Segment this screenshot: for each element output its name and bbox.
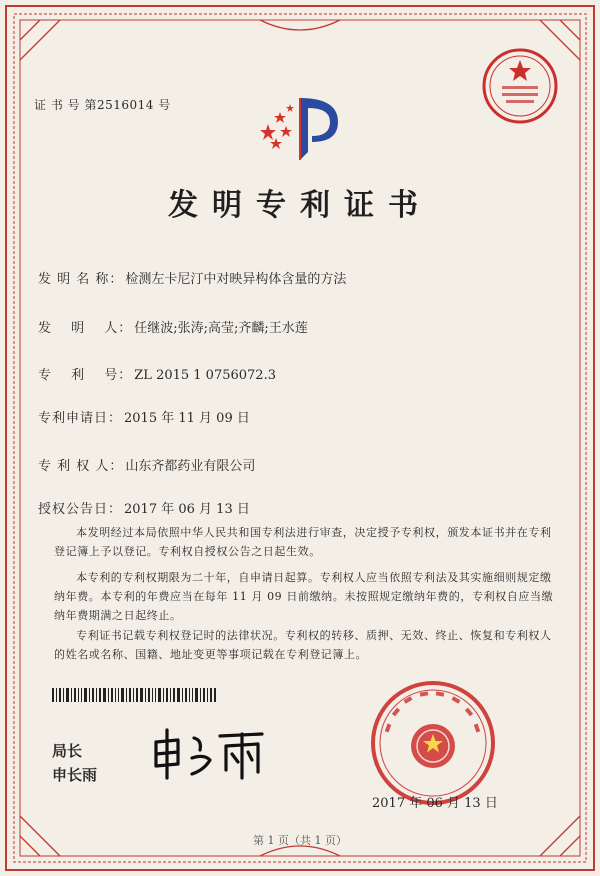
invention-name-value: 检测左卡尼汀中对映异构体含量的方法 [125,272,347,287]
barcode [52,688,216,702]
patent-office-logo [250,86,350,168]
page-number: 第 1 页（共 1 页） [253,834,347,847]
invention-name-row [38,268,346,287]
director-title: 局长 [52,742,83,760]
filing-date-label: 专利申请日： [38,411,123,426]
patentee-row [38,455,255,474]
body-paragraph-3 [54,626,554,664]
certificate-title: 发明专利证书 [168,188,432,223]
patentee-value: 山东齐都药业有限公司 [125,459,256,474]
official-seal-stamp [370,680,496,806]
inventor-row [38,317,308,336]
inventor-label: 发 明 人： [38,321,133,336]
paragraph-text: 专利证书记载专利权登记时的法律状况。专利权的转移、质押、无效、终止、恢复和专利权人的姓名或名称、国籍、地址变更等事项记载在专利登记簿上。 [54,629,552,661]
patent-number-label: 专 利 号： [38,368,133,383]
body-paragraph-1 [54,523,554,561]
paragraph-text: 本专利的专利权期限为二十年，自申请日起算。专利权人应当依照专利法及其实施细则规定缴纳年费。本专利的年费应当在每年 11 月 09 日前缴纳。未按照规定缴纳年费的，专利权自应当缴纳年费期满之日起终止。 [54,571,554,622]
invention-name-label: 发 明 名 称： [38,272,124,287]
filing-date-row [38,407,250,426]
inventor-value: 任继波;张涛;高莹;齐麟;王水莲 [134,321,308,336]
patent-number-row [38,364,276,383]
director-name: 申长雨 [52,766,98,784]
body-paragraph-2 [54,568,554,625]
grant-date-label: 授权公告日： [38,502,123,517]
patentee-label: 专 利 权 人： [38,459,124,474]
grant-date-value: 2017 年 06 月 13 日 [124,502,250,517]
filing-date-value: 2015 年 11 月 09 日 [124,411,250,426]
small-seal-stamp [480,46,560,126]
issue-date: 2017 年 06 月 13 日 [372,796,498,811]
certificate-number: 证 书 号 第2516014 号 [34,98,171,112]
grant-date-row [38,498,250,517]
patent-number-value: ZL 2015 1 0756072.3 [134,368,276,383]
paragraph-text: 本发明经过本局依照中华人民共和国专利法进行审查，决定授予专利权，颁发本证书并在专利登记簿上予以登记。专利权自授权公告之日起生效。 [54,526,552,558]
handwritten-signature [148,720,268,784]
